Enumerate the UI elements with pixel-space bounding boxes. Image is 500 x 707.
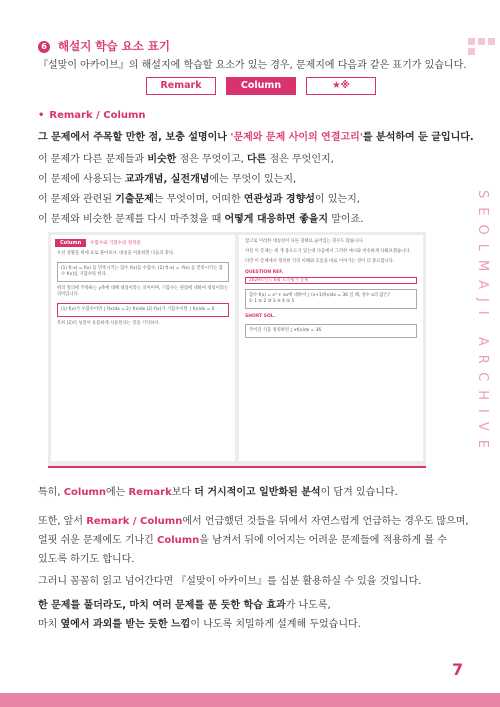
question-line: 이 문제와 관련된 기출문제는 무엇이며, 어떠한 연관성과 경향성이 있는지, [38,194,360,205]
question-line: 이 문제와 비슷한 문제를 다시 마주쳤을 때 어떻게 대응하면 좋을지 말이죠. [38,214,364,225]
side-title: SEOLMAJI ARCHIVE [475,190,490,457]
question-list [38,150,363,230]
lead-after: 를 분석하여 둔 글입니다. [362,132,474,143]
deco-square [488,38,495,45]
lead-sentence [38,128,474,143]
sample-page-right [239,235,423,461]
sample-page-left [51,235,235,461]
sample-text: 다만 이 문제에서 정리한 식의 이해와 흐름을 바로 이어가는 것이 더 중요합니다. [245,259,395,264]
sample-text: 특히 (2)의 성질이 유용하게 사용된다는 것을 기억하자. [57,321,160,326]
short-sol-box: 주어진 식을 정리하면 ∫ xf(x)dx = 36 [245,324,417,338]
deco-square [468,38,475,45]
column-marker: Column [226,77,296,95]
section-title [38,38,170,54]
definition-box: (1) f(-x) = f(x) 를 만족시키는 함수 f(x)를 우함수, (2) f(-x) = -f(x) 를 만족시키는 함수 f(x)를 기함수라 한다. [57,262,229,282]
column-subtitle: 우함수와 기함수의 정적분 [90,241,141,246]
after-paragraph: 한 문제를 풀더라도, 마치 여러 문제를 푼 듯한 학습 효과가 나도록, [38,600,331,611]
sample-text: 참고로 이러한 대칭성이 다른 형태로 숨어있는 경우도 많습니다. [245,239,364,244]
column-tag: Column [55,239,86,247]
lead-before: 그 문제에서 주목할 만한 점, 보충 설명이나 [38,132,231,143]
sample-text: 우선 상황을 위에 표로 풀어보자. 대칭을 이용하면 다음과 같다. [57,251,175,256]
page-number: 7 [452,660,464,679]
sample-page-spread [48,232,426,468]
question-box [245,289,417,309]
question-line: 이 문제에 사용되는 교과개념, 실전개념에는 무엇이 있는지, [38,174,297,185]
star-marker: ★※ [306,77,376,95]
short-sol-label: SHORT SOL. [245,314,276,319]
after-paragraph: 얼핏 쉬운 문제에도 기나긴 Column을 남겨서 뒤에 이어지는 어려운 문제들에 적용하게 볼 수 [38,535,447,546]
intro-text: 『설맞이 아카이브』의 해설지에 학습할 요소가 있는 경우, 문제지에 다음과 같은 표기가 있습니다. [38,60,467,71]
question-ref-label: QUESTION REF. [245,270,284,275]
remark-marker: Remark [146,77,216,95]
column-header [55,239,235,247]
question-source-bar: 2029학년도 6월 모의평가 문제 [245,277,417,284]
deco-square [468,48,475,55]
marker-legend [146,77,376,95]
deco-square [478,38,485,45]
question-line: 이 문제가 다른 문제들과 비슷한 점은 무엇이고, 다른 점은 무엇인지, [38,154,334,165]
sample-text: 사실 이 문제는 세 개 중요도가 있는데 다음에서 그러한 예시와 비슷하게 다뤄보겠습니다. [245,249,411,254]
formula-box: (1) f(x)가 우함수이면 ∫ f(x)dx = 2∫ f(x)dx (2) f(x)가 기함수이면 ∫ f(x)dx = 0 [57,303,229,317]
sample-text: 위의 정의에 주목하는 y축에 대해 대칭이라는 의미이며, 기함수는 원점에 대하여 대칭이라는 의미입니다. [57,286,229,297]
section-title-text: 해설지 학습 요소 표기 [58,39,171,53]
after-paragraph: 그러니 꼼꼼히 읽고 넘어간다면 『설맞이 아카이브』를 십분 활용하실 수 있을 것입니다. [38,576,422,587]
question-formula: 함수 f(x) = x³ + ax에 대하여 ∫ (x+1)f(x)dx = 36 일 때, 상수 a의 값은? [249,293,390,298]
after-paragraph: 있도록 하기도 합니다. [38,554,135,565]
after-paragraph: 마치 옆에서 과외를 받는 듯한 느낌이 나도록 치밀하게 설계해 두었습니다. [38,619,361,630]
remark-column-heading: • Remark / Column [38,110,146,121]
footer-bar [0,693,500,707]
section-number: 6 [38,41,50,53]
answer-choices: ① 1 ② 2 ③ 3 ④ 4 ⑤ 5 [249,299,295,304]
after-paragraph: 특히, Column에는 Remark보다 더 거시적이고 일반화된 분석이 담겨 있습니다. [38,487,398,498]
after-paragraph: 또한, 앞서 Remark / Column에서 언급했던 것들을 뒤에서 자연스럽게 언급하는 경우도 많으며, [38,516,469,527]
lead-highlight: '문제와 문제 사이의 연결고리' [230,132,363,143]
